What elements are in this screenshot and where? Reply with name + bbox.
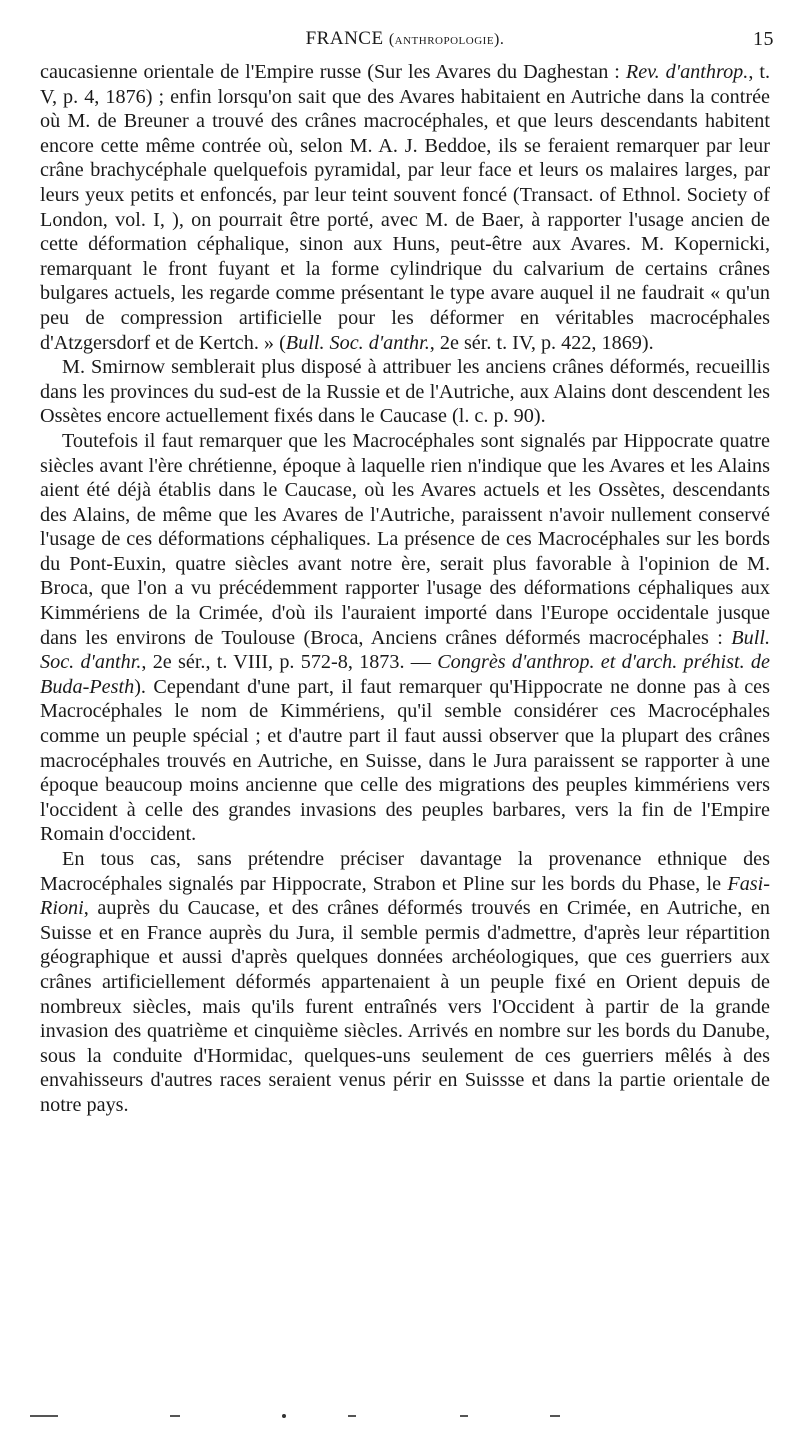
running-title — [40, 28, 770, 50]
citation-italic: Bull. Soc. d'anthr. — [40, 626, 770, 674]
text-run: caucasienne orientale de l'Empire russe (Sur les Avares du Daghestan : — [40, 61, 626, 83]
paragraph — [40, 847, 770, 1118]
citation-italic: Rev. d'anthrop. — [625, 61, 749, 83]
paragraph — [40, 429, 770, 847]
text-run: , 2e sér. t. IV, p. 422, 1869). — [429, 331, 654, 354]
speck — [282, 1414, 286, 1418]
running-title-subtitle: (anthropologie). — [388, 31, 505, 48]
text-run: En tous cas, sans prétendre préciser davantage la provenance ethnique des Macrocéphales signalés par Hippocrate, Strabon et Pline sur les bords du Phase, le — [40, 848, 770, 895]
running-header — [40, 28, 774, 52]
speck — [460, 1415, 468, 1417]
text-run: , t. V, p. 4, 1876) ; enfin lorsqu'on sait que des Avares habitaient en Autriche dans la contrée où M. de Breuner a trouvé des crânes macrocéphales, et que leurs descendants habitent encore cette même contrée où, selon M. A. J. Beddoe, ils se feraient remarquer par leur crâne brachycéphale quelquefois pyramidal, par leur face et leurs os malaires larges, par leurs yeux petits et enfoncés, par leur teint souvent foncé (Transact. of Ethnol. Society of London, vol. I, ), on pourrait être porté, avec M. de Baer, à rapporter l'usage ancien de cette déformation céphalique, sinon aux Huns, peut-être aux Avares. M. Kopernicki, remarquant le front fuyant et la forme cylindrique du calvarium de certains crânes bulgares actuels, les regarde comme présentant le type avare auquel il ne faudrait « qu'un peu de compression artificielle pour les déformer en véritables macrocéphales d'Atzgersdorf et de Kertch. » ( — [40, 61, 770, 354]
document-page — [40, 28, 774, 1118]
page-number: 15 — [753, 28, 774, 50]
body-text — [40, 60, 770, 1118]
paragraph — [40, 60, 770, 355]
running-title-main: FRANCE — [305, 28, 384, 49]
speck — [30, 1415, 58, 1417]
paragraph — [40, 355, 770, 429]
text-run: Toutefois il faut remarquer que les Macrocéphales sont signalés par Hippocrate quatre siècles avant l'ère chrétienne, époque à laquelle rien n'indique que les Avares et les Alains aient été déjà établis dans le Caucase, où les Avares actuels et les Ossètes, descendants des Alains, de même que les Avares de l'Autriche, paraissent n'avoir nullement conservé l'usage de ces déformations céphaliques. La présence de ces Macrocéphales sur les bords du Pont-Euxin, quatre siècles avant notre ère, serait plus favorable à l'opinion de M. Broca, que l'on a vu précédemment rapporter l'usage des déformations céphaliques aux Kimmériens de la Crimée, d'où ils l'auraient importé dans l'Europe occidentale jusque dans les environs de Toulouse (Broca, Anciens crânes déformés macrocéphales : — [40, 429, 770, 649]
speck — [348, 1415, 356, 1417]
citation-italic: Fasi-Rioni — [40, 872, 770, 920]
citation-italic: Congrès d'anthrop. et d'arch. préhist. de Buda-Pesth — [40, 651, 770, 698]
text-run: M. Smirnow semblerait plus disposé à attribuer les anciens crânes déformés, recueillis dans les provinces du sud-est de la Russie et de l'Autriche, aux Alains dont descendent les Ossètes encore actuellement fixés dans le Caucase (l. c. p. 90). — [40, 356, 770, 428]
speck — [170, 1415, 180, 1417]
text-run: , auprès du Caucase, et des crânes déformés trouvés en Crimée, en Autriche, en Suisse et en France auprès du Jura, il semble permis d'admettre, d'après leur répartition géographique et aussi d'après quelques données archéologiques, que ces guerriers aux crânes artificiellement déformés appartenaient à un peuple fixé en Orient depuis de nombreux siècles, mais qu'ils furent entraînés vers l'Occident à partir de la grande invasion des quatrième et cinquième siècles. Arrivés en nombre sur les bords du Danube, sous la conduite d'Hormidac, quelques-uns seulement de ces guerriers mêlés à des envahisseurs d'autres races seraient venus périr en Suissse et dans la partie orientale de notre pays. — [40, 897, 770, 1116]
text-run: , 2e sér., t. VIII, p. 572-8, 1873. — — [141, 651, 438, 674]
speck — [550, 1415, 560, 1417]
citation-italic: Bull. Soc. d'anthr. — [285, 331, 430, 354]
text-run: ). Cependant d'une part, il faut remarquer qu'Hippocrate ne donne pas à ces Macrocéphales le nom de Kimmériens, qu'il semble considérer ces Macrocéphales comme un peuple spécial ; et d'autre part il faut aussi observer que la plupart des crânes macrocéphales trouvés en Autriche, en Suisse, dans le Jura paraissent se rapporter à une époque beaucoup moins ancienne que celle des migrations des peuples kimmériens vers l'occident à celle des grandes invasions des peuples barbares, vers la fin de l'Empire Romain d'occident. — [40, 675, 770, 846]
page-bottom-specks — [30, 1410, 590, 1424]
